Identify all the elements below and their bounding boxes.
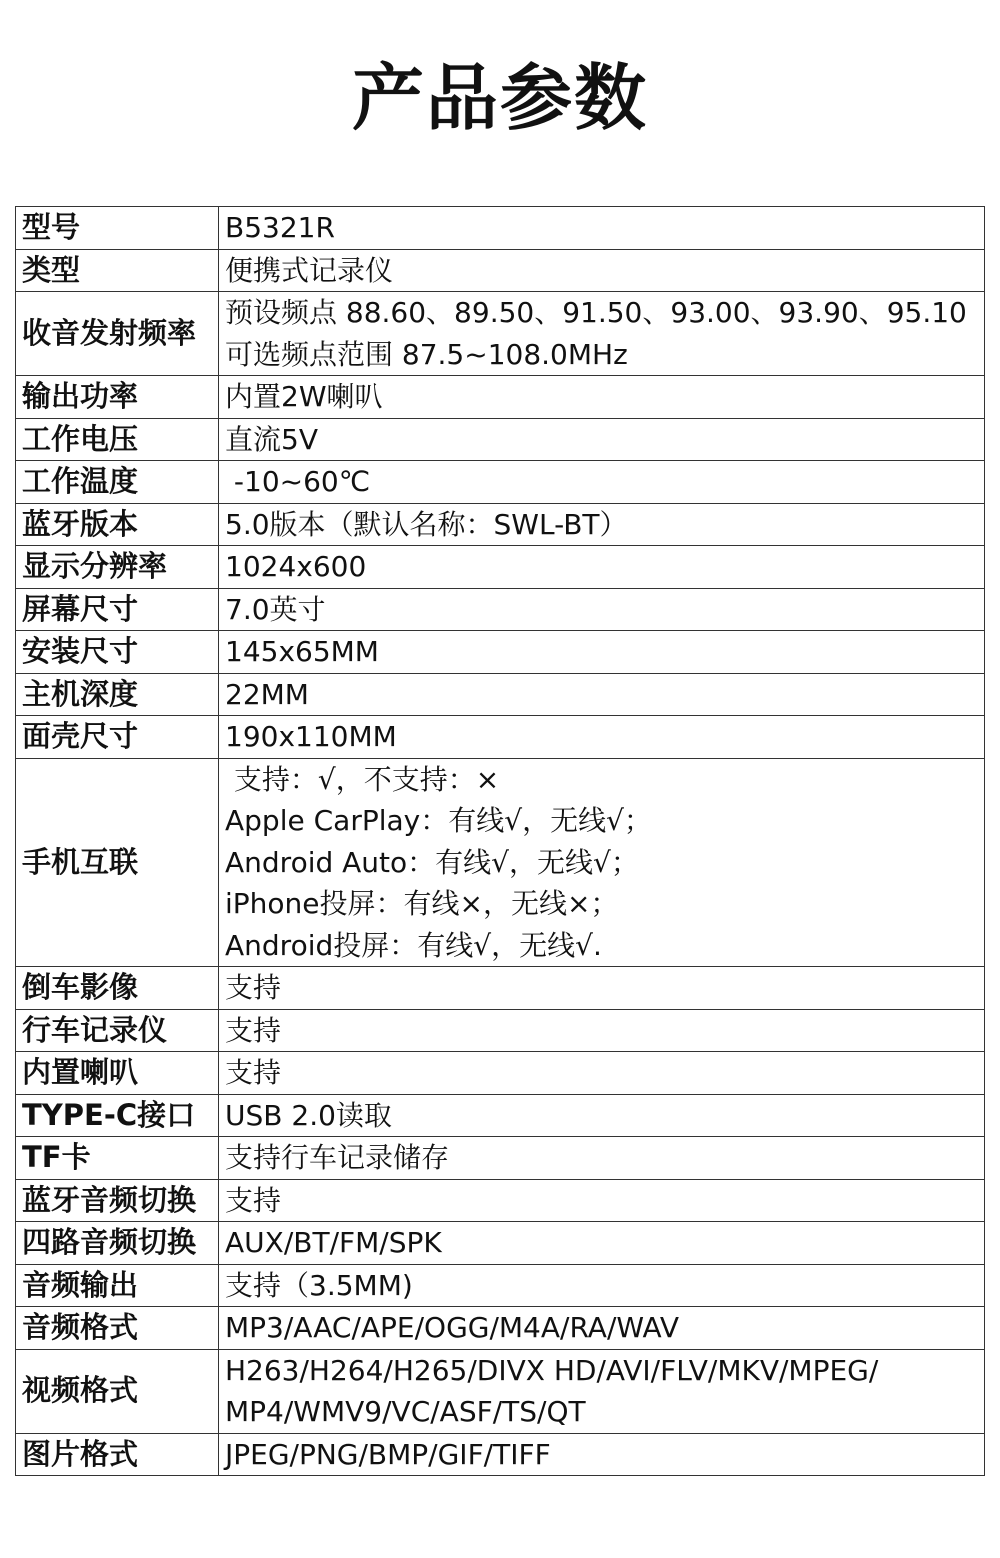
row-label: 视频格式: [16, 1349, 219, 1433]
row-value: [219, 631, 985, 674]
table-row: [16, 1052, 985, 1095]
row-label: 显示分辨率: [16, 546, 219, 589]
row-label: 收音发射频率: [16, 292, 219, 376]
table-row: [16, 716, 985, 759]
row-value: [219, 546, 985, 589]
row-value-line: 支持（3.5MM): [225, 1268, 413, 1302]
row-label: 手机互联: [16, 758, 219, 967]
row-label: 蓝牙版本: [16, 503, 219, 546]
row-value-line: 可选频点范围 87.5~108.0MHz: [225, 337, 628, 371]
row-value: [219, 1179, 985, 1222]
row-label: 安装尺寸: [16, 631, 219, 674]
row-label: 音频输出: [16, 1264, 219, 1307]
row-value-line: 直流5V: [225, 422, 318, 456]
row-value-line: 190x110MM: [225, 720, 397, 753]
row-label: 图片格式: [16, 1433, 219, 1476]
row-label: 音频格式: [16, 1307, 219, 1350]
row-value: [219, 1094, 985, 1137]
row-value: [219, 376, 985, 419]
row-value-line: 预设频点 88.60、89.50、91.50、93.00、93.90、95.10: [225, 296, 967, 329]
row-value-line: -10~60℃: [225, 465, 371, 498]
row-label: 面壳尺寸: [16, 716, 219, 759]
row-label: 倒车影像: [16, 967, 219, 1010]
row-value-line: 内置2W喇叭: [225, 380, 383, 413]
row-value-line: MP3/AAC/APE/OGG/M4A/RA/WAV: [225, 1311, 680, 1344]
table-row: [16, 1009, 985, 1052]
table-row: [16, 1222, 985, 1265]
row-label: 型号: [16, 207, 219, 250]
table-row: [16, 1349, 985, 1433]
row-value-line: 支持：√，不支持：×: [225, 762, 500, 796]
row-value: [219, 1222, 985, 1265]
table-row: [16, 673, 985, 716]
row-value: [219, 207, 985, 250]
row-value-line: 1024x600: [225, 550, 367, 583]
table-row: [16, 1094, 985, 1137]
page-title: 产品参数: [351, 56, 648, 140]
row-value-line: B5321R: [225, 211, 335, 244]
row-label: TYPE-C接口: [16, 1094, 219, 1137]
row-value-line: 7.0英寸: [225, 592, 326, 626]
table-row: [16, 588, 985, 631]
row-value: [219, 588, 985, 631]
row-value: [219, 1349, 985, 1433]
row-label: 屏幕尺寸: [16, 588, 219, 631]
row-value: [219, 1307, 985, 1350]
row-value: [219, 716, 985, 759]
row-value: [219, 967, 985, 1010]
row-label: 四路音频切换: [16, 1222, 219, 1265]
table-row: [16, 376, 985, 419]
row-value: [219, 1052, 985, 1095]
row-value-line: USB 2.0读取: [225, 1098, 392, 1132]
table-row: [16, 967, 985, 1010]
row-value-line: Android投屏：有线√，无线√.: [225, 928, 602, 962]
table-row: [16, 1307, 985, 1350]
table-row: [16, 631, 985, 674]
row-label: 主机深度: [16, 673, 219, 716]
row-value-line: iPhone投屏：有线×，无线×；: [225, 887, 619, 920]
row-value-line: 145x65MM: [225, 635, 379, 668]
row-value-line: 支持行车记录储存: [225, 1141, 450, 1174]
row-value: [219, 1433, 985, 1476]
table-row: [16, 207, 985, 250]
table-row: [16, 758, 985, 967]
row-label: 工作温度: [16, 461, 219, 504]
table-row: [16, 249, 985, 292]
row-value: [219, 503, 985, 546]
row-value-line: 22MM: [225, 677, 309, 711]
spec-table: [15, 206, 985, 1476]
row-label: TF卡: [16, 1137, 219, 1180]
row-value-line: Android Auto：有线√，无线√；: [225, 845, 639, 879]
table-row: [16, 461, 985, 504]
row-value-line: 支持: [225, 1056, 282, 1089]
row-label: 工作电压: [16, 418, 219, 461]
row-value-line: MP4/WMV9/VC/ASF/TS/QT: [225, 1395, 586, 1428]
row-label: 内置喇叭: [16, 1052, 219, 1095]
row-value-line: 支持: [225, 971, 282, 1004]
row-value-line: 支持: [225, 1183, 282, 1217]
row-value-line: 5.0版本（默认名称：SWL-BT）: [225, 507, 628, 541]
row-value: [219, 1264, 985, 1307]
row-value: [219, 1009, 985, 1052]
table-row: [16, 1137, 985, 1180]
table-row: [16, 503, 985, 546]
row-value-line: AUX/BT/FM/SPK: [225, 1226, 442, 1259]
row-label: 输出功率: [16, 376, 219, 419]
table-row: [16, 1179, 985, 1222]
row-value-line: JPEG/PNG/BMP/GIF/TIFF: [225, 1437, 551, 1471]
row-value-line: 支持: [225, 1013, 282, 1047]
table-row: [16, 1433, 985, 1476]
table-row: [16, 546, 985, 589]
row-value: [219, 1137, 985, 1180]
table-row: [16, 418, 985, 461]
row-label: 蓝牙音频切换: [16, 1179, 219, 1222]
row-value-line: H263/H264/H265/DIVX HD/AVI/FLV/MKV/MPEG/: [225, 1353, 879, 1387]
row-label: 行车记录仪: [16, 1009, 219, 1052]
row-label: 类型: [16, 249, 219, 292]
table-row: [16, 292, 985, 376]
row-value: [219, 418, 985, 461]
spec-table-body: [16, 207, 985, 1476]
row-value-line: Apple CarPlay：有线√，无线√；: [225, 804, 652, 837]
row-value: [219, 461, 985, 504]
row-value: [219, 673, 985, 716]
row-value: [219, 249, 985, 292]
row-value-line: 便携式记录仪: [225, 253, 394, 287]
row-value: [219, 292, 985, 376]
row-value: [219, 758, 985, 967]
table-row: [16, 1264, 985, 1307]
